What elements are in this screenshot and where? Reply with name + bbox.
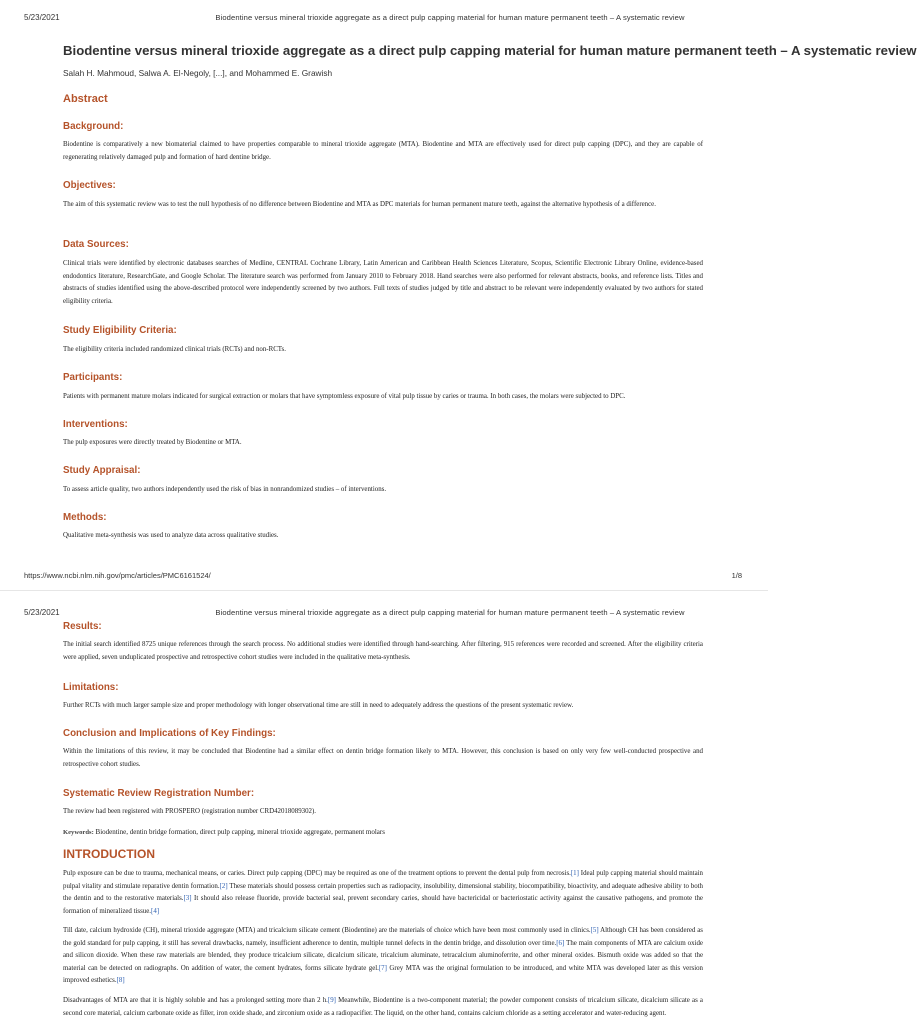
citation-link[interactable]: [6] bbox=[556, 939, 565, 947]
print-header-title: Biodentine versus mineral trioxide aggregate as a direct pulp capping material for human mature permanent teeth – A systematic review bbox=[215, 608, 685, 617]
participants-heading: Participants: bbox=[63, 372, 123, 383]
article-title: Biodentine versus mineral trioxide aggregate as a direct pulp capping material for human mature permanent teeth – A systematic review bbox=[63, 43, 917, 58]
results-text: The initial search identified 8725 unique references through the search process. No additional studies were identified through hand-searching. After filtering, 915 references were recorded and screened. After the eligibility criteria were applied, seven unduplicated prospective and retrospective cohort studies were included in the qualitative meta-synthesis. bbox=[63, 641, 703, 661]
print-date: 5/23/2021 bbox=[24, 608, 60, 617]
registration-text: The review had been registered with PROSPERO (registration number CRD42018089302). bbox=[63, 808, 316, 815]
eligibility-heading: Study Eligibility Criteria: bbox=[63, 325, 177, 336]
interventions-text: The pulp exposures were directly treated by Biodentine or MTA. bbox=[63, 439, 242, 446]
print-date: 5/23/2021 bbox=[24, 13, 60, 22]
intro-paragraph-1: Pulp exposure can be due to trauma, mechanical means, or caries. Direct pulp capping (DPC) may be required as one of the treatment options to prevent the dental pulp from necrosis.[1] Ideal pulp capping material should maintain pulpal vitality and stimulate reparative dentin formation.[2] These materials should possess certain properties such as radiopacity, insolubility, dimensional stability, biocompatibility, bioactivity, and adequate adhesive ability to both the dentin and to the restorative materials.[3] It should also release fluoride, provide bacterial seal, prevent secondary caries, should have bactericidal or bacteriostatic activity against the causative pathogens, and promote the formation of mineralized tissue.[4] bbox=[63, 870, 704, 915]
appraisal-text: To assess article quality, two authors independently used the risk of bias in nonrandomized studies – of interventions. bbox=[63, 486, 387, 493]
registration-heading: Systematic Review Registration Number: bbox=[63, 788, 255, 799]
keywords-text: Biodentine, dentin bridge formation, direct pulp capping, mineral trioxide aggregate, permanent molars bbox=[95, 828, 385, 836]
data-sources-text: Clinical trials were identified by electronic databases searches of Medline, CENTRAL Cochrane Library, Latin American and Caribbean Health Sciences Literature, Scopus, Scientific Electronic Library Online, evidence-based endodontics literature, ResearchGate, and Google Scholar. The literature search was performed from January 2010 to February 2018. Hand searches were also performed for relevant abstracts, books, and reference lists. Titles and abstracts of studies identified using the above-described protocol were independently screened by two authors. Full texts of studies judged by title and abstract to be relevant were independently evaluated by two authors for stated eligibility criteria. bbox=[63, 260, 703, 305]
pdf-page-2 bbox=[0, 591, 768, 1025]
author-list[interactable]: Salah H. Mahmoud, Salwa A. El-Negoly, [...], and Mohammed E. Grawish bbox=[63, 68, 333, 78]
objectives-text: The aim of this systematic review was to test the null hypothesis of no difference between Biodentine and MTA as DPC materials for human permanent mature teeth, against the alternative hypothesis of a difference. bbox=[63, 201, 656, 208]
citation-link[interactable]: [2] bbox=[219, 882, 228, 890]
eligibility-text: The eligibility criteria included randomized clinical trials (RCTs) and non-RCTs. bbox=[63, 346, 286, 353]
background-heading: Background: bbox=[63, 121, 124, 132]
print-footer-url[interactable]: https://www.ncbi.nlm.nih.gov/pmc/articles/PMC6161524/ bbox=[24, 571, 211, 580]
limitations-text: Further RCTs with much larger sample size and proper methodology with longer observational time are still in need to adequately address the questions of the present systematic review. bbox=[63, 702, 574, 709]
abstract-heading: Abstract bbox=[63, 93, 108, 105]
methods-text: Qualitative meta-synthesis was used to analyze data across qualitative studies. bbox=[63, 532, 279, 539]
introduction-heading: INTRODUCTION bbox=[63, 847, 155, 861]
citation-link[interactable]: [4] bbox=[151, 907, 160, 915]
appraisal-heading: Study Appraisal: bbox=[63, 465, 141, 476]
methods-heading: Methods: bbox=[63, 512, 107, 523]
citation-link[interactable]: [5] bbox=[590, 927, 599, 934]
keywords-line bbox=[63, 828, 703, 836]
conclusion-text: Within the limitations of this review, it may be concluded that Biodentine had a similar effect on dentin bridge formation likely to MTA. However, this conclusion is based on only very few well-conducted prospective and retrospective cohort studies. bbox=[63, 748, 703, 768]
citation-link[interactable]: [1] bbox=[570, 870, 579, 877]
limitations-heading: Limitations: bbox=[63, 682, 119, 693]
print-header-title: Biodentine versus mineral trioxide aggregate as a direct pulp capping material for human mature permanent teeth – A systematic review bbox=[215, 13, 685, 22]
background-text: Biodentine is comparatively a new biomaterial claimed to have properties comparable to mineral trioxide aggregate (MTA). Biodentine and MTA are effectively used for direct pulp capping (DPC), and they are capable of regenerating relatively damaged pulp and formation of hard dentine bridge. bbox=[63, 141, 703, 161]
keywords-label: Keywords: bbox=[63, 829, 94, 836]
print-page-number: 1/8 bbox=[731, 571, 742, 580]
citation-link[interactable]: [3] bbox=[183, 895, 192, 902]
results-heading: Results: bbox=[63, 621, 102, 632]
citation-link[interactable]: [8] bbox=[116, 977, 125, 984]
conclusion-heading: Conclusion and Implications of Key Findings: bbox=[63, 728, 276, 739]
participants-text: Patients with permanent mature molars indicated for surgical extraction or molars that have symptomless exposure of vital pulp tissue by caries or trauma. In both cases, the molars were subjected to DPC. bbox=[63, 393, 626, 400]
citation-link[interactable]: [7] bbox=[378, 964, 387, 972]
interventions-heading: Interventions: bbox=[63, 419, 128, 430]
data-sources-heading: Data Sources: bbox=[63, 239, 129, 250]
intro-paragraph-3: Disadvantages of MTA are that it is highly soluble and has a prolonged setting more than 2 h.[9] Meanwhile, Biodentine is a two-component material; the powder component consists of tricalcium silicate, dicalcium silicate as a second core material, calcium carbonate oxide as filler, iron oxide shade, and zirconium oxide as a radiopacifier. The liquid, on the other hand, contains calcium chloride as a setting accelerator and water-reducing agent. bbox=[63, 997, 703, 1017]
intro-paragraph-2: Till date, calcium hydroxide (CH), mineral trioxide aggregate (MTA) and tricalcium silicate cement (Biodentine) are the materials of choice which have been most commonly used in clinics.[5] Although CH has been considered as the gold standard for pulp capping, it still has several drawbacks, namely, insufficient adherence to dentin, multiple tunnel defects in the dentin bridge, and dissolution over time.[6] The main components of MTA are calcium oxide and silicon dioxide. When these raw materials are blended, they produce tricalcium silicate, dicalcium silicate, tricalcium aluminate, tetracalcium aluminoferrite, and other mineral oxides. Bismuth oxide was added so that the material can be detected on radiographs. On addition of water, the cement hydrates, forms silicate hydrate gel.[7] Grey MTA was the original formulation to be introduced, and white MTA was developed later as this version improved esthetics.[8] bbox=[63, 927, 704, 984]
citation-link[interactable]: [9] bbox=[327, 997, 336, 1004]
objectives-heading: Objectives: bbox=[63, 180, 116, 191]
